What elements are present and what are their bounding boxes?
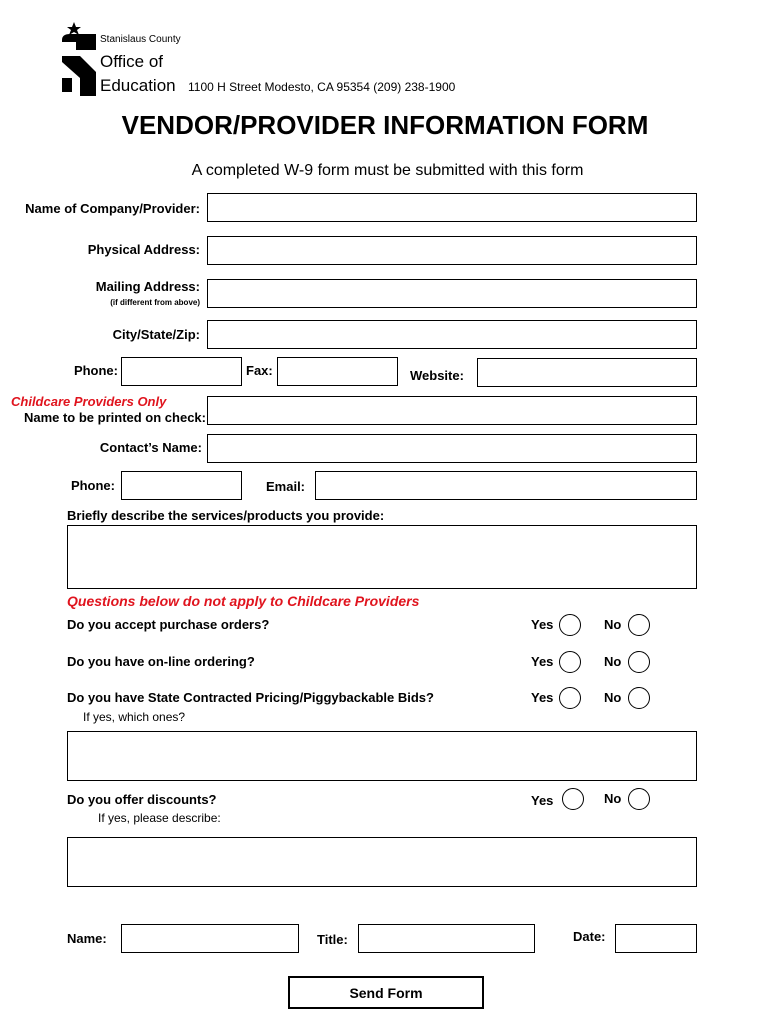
fax-label: Fax: [246,363,273,378]
q3-no-radio[interactable] [628,687,650,709]
q3-label: Do you have State Contracted Pricing/Piggybackable Bids? [67,690,434,705]
contact-phone-label: Phone: [70,478,115,493]
q1-yes-label: Yes [531,617,554,632]
q4-yes-radio[interactable] [562,788,584,810]
phone-input[interactable] [121,357,242,386]
website-input[interactable] [477,358,697,387]
q1-no-label: No [604,617,622,632]
email-input[interactable] [315,471,697,500]
footer-title-label: Title: [317,932,348,947]
services-textarea[interactable] [67,525,697,589]
company-input[interactable] [207,193,697,222]
contact-phone-input[interactable] [121,471,242,500]
q1-yes-radio[interactable] [559,614,581,636]
mailing-address-label: Mailing Address: [95,279,200,294]
county-name: Stanislaus County [100,34,181,45]
contact-name-label: Contact’s Name: [99,440,202,455]
physical-address-input[interactable] [207,236,697,265]
q4-textarea[interactable] [67,837,697,887]
footer-date-input[interactable] [615,924,697,953]
footer-date-label: Date: [573,929,606,944]
q3-no-label: No [604,690,622,705]
q2-no-radio[interactable] [628,651,650,673]
q3-sub-label: If yes, which ones? [83,710,186,724]
services-label: Briefly describe the services/products you provide: [67,508,385,523]
q3-textarea[interactable] [67,731,697,781]
q2-label: Do you have on-line ordering? [67,654,255,669]
q4-sub-label: If yes, please describe: [98,811,221,825]
footer-name-input[interactable] [121,924,299,953]
header-address: 1100 H Street Modesto, CA 95354 (209) 238-1900 [188,80,456,94]
check-name-input[interactable] [207,396,697,425]
q1-no-radio[interactable] [628,614,650,636]
q1-label: Do you accept purchase orders? [67,617,270,632]
logo-mark-icon [60,20,100,96]
logo [60,20,100,96]
email-label: Email: [266,479,306,494]
q4-no-radio[interactable] [628,788,650,810]
mailing-address-input[interactable] [207,279,697,308]
send-form-label: Send Form [349,984,423,1001]
childcare-heading: Childcare Providers Only [11,394,167,409]
q4-no-label: No [604,791,622,806]
city-input[interactable] [207,320,697,349]
website-label: Website: [410,368,464,383]
footer-title-input[interactable] [358,924,535,953]
office-line1: Office of [100,52,163,71]
q2-yes-label: Yes [531,654,554,669]
contact-name-input[interactable] [207,434,697,463]
company-label: Name of Company/Provider: [25,201,200,216]
page-subtitle: A completed W-9 form must be submitted with this form [191,162,584,179]
check-name-label: Name to be printed on check: [23,410,206,425]
q4-yes-label: Yes [531,793,554,808]
send-form-button[interactable] [288,976,484,1009]
q4-label: Do you offer discounts? [67,792,217,807]
questions-heading: Questions below do not apply to Childcare Providers [67,593,420,609]
q2-yes-radio[interactable] [559,651,581,673]
physical-address-label: Physical Address: [87,242,200,257]
q3-yes-label: Yes [531,690,554,705]
page-title: VENDOR/PROVIDER INFORMATION FORM [121,110,649,140]
q3-yes-radio[interactable] [559,687,581,709]
city-label: City/State/Zip: [112,327,200,342]
mailing-address-note: (if different from above) [110,298,200,307]
phone-label: Phone: [73,363,118,378]
footer-name-label: Name: [67,931,107,946]
office-line2: Education [100,76,176,95]
q2-no-label: No [604,654,622,669]
fax-input[interactable] [277,357,398,386]
